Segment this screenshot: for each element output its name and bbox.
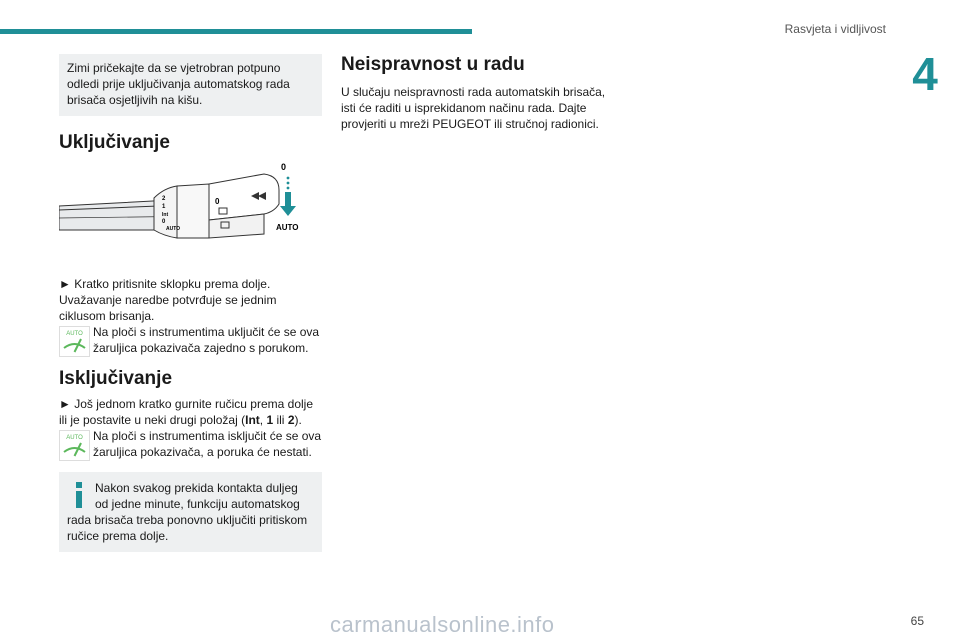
down-arrow-icon [280, 192, 296, 216]
on-step: ► Kratko pritisnite sklopku prema dolje. [59, 277, 271, 291]
page-number: 65 [910, 614, 924, 628]
info-note: Nakon svakog prekida kontakta duljeg od jedne minute, funkciju automatskog rada brisača treba ponovno uključiti pritiskom ručice prema dolje. [59, 472, 322, 552]
svg-text:AUTO: AUTO [66, 331, 83, 337]
arrow-label-top: 0 [281, 162, 287, 172]
off-indicator-para: AUTO Na ploči s instrumentima isključit će se ova žaruljica pokazivača, a poruka će nestati. [59, 428, 322, 460]
auto-wiper-indicator-icon [59, 326, 90, 357]
chapter-number: 4 [890, 44, 960, 104]
svg-text:AUTO: AUTO [66, 435, 83, 441]
lever-label-0: 0 [162, 219, 166, 225]
lever-label-int: Int [162, 212, 169, 218]
header-accent-bar [0, 29, 472, 34]
lever-label-1: 1 [162, 204, 166, 210]
wiper-lever-diagram [59, 160, 309, 270]
winter-note: Zimi pričekajte da se vjetrobran potpuno odledi prije uključivanja automatskog rada brisača osjetljivih na kišu. [59, 54, 322, 116]
info-icon [67, 480, 95, 510]
section-heading-on: Uključivanje [59, 132, 170, 153]
left-column [59, 54, 322, 552]
on-confirm: Uvažavanje naredbe potvrđuje se jednim ciklusom brisanja. [59, 293, 277, 323]
section-heading-off: Isključivanje [59, 368, 173, 389]
ring-label-0: 0 [215, 197, 220, 206]
arrow-label-auto: AUTO [276, 223, 299, 232]
auto-wiper-indicator-icon-off [59, 430, 90, 461]
on-indicator-para: AUTO Na ploči s instrumentima uključit će se ova žaruljica pokazivača zajedno s porukom. [59, 324, 322, 356]
section-title: Rasvjeta i vidljivost [784, 22, 886, 36]
watermark: carmanualsonline.info [330, 612, 555, 637]
malfunction-text: U slučaju neispravnosti rada automatskih brisača, isti će raditi u isprekidanom načinu rada. Dajte provjeriti u mreži PEUGEOT ili stručnoj radionici. [341, 85, 606, 131]
malfunction-heading: Neispravnost u radu [341, 54, 525, 75]
off-step: ► Još jednom kratko gurnite ručicu prema dolje ili je postavite u neki drugi položaj (Int, 1 ili 2). [59, 397, 313, 427]
lever-label-auto: AUTO [166, 226, 181, 232]
right-column [341, 54, 611, 132]
lever-label-2: 2 [162, 196, 166, 202]
